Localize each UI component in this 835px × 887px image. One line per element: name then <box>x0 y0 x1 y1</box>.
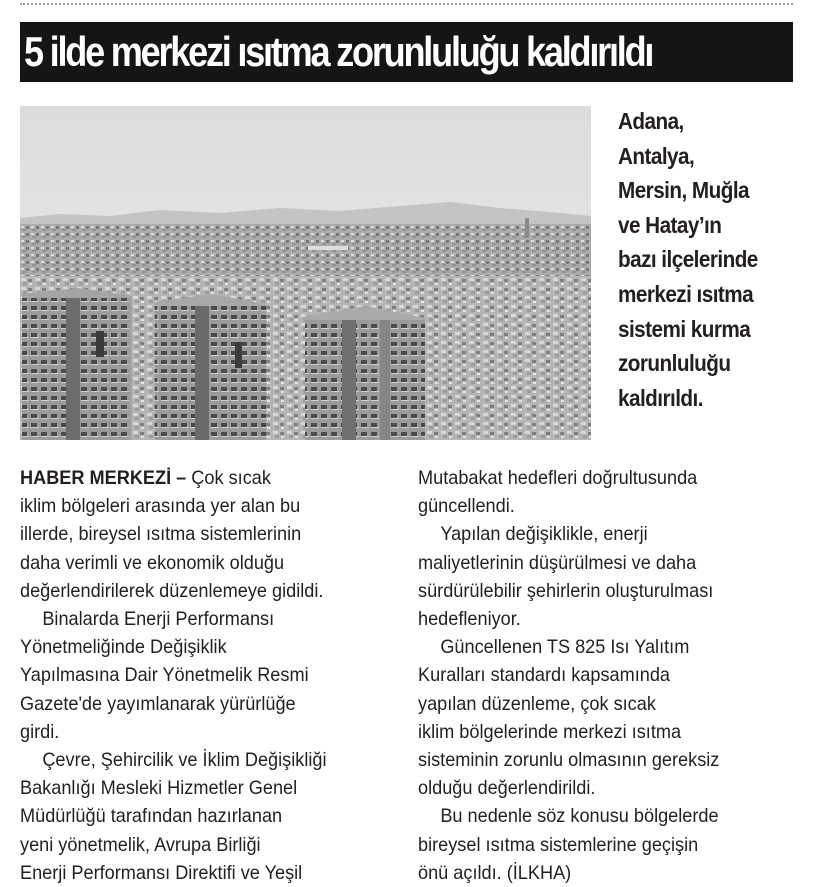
body-column-left <box>20 464 400 887</box>
article-headline: 5 ilde merkezi ısıtma zorunluluğu kaldırıldı <box>24 28 653 75</box>
body-line: Yapılan değişiklikle, enerji <box>440 523 648 546</box>
body-line: yapılan düzenleme, çok sıcak <box>418 692 656 715</box>
body-line: daha verimli ve ekonomik olduğu <box>20 551 285 574</box>
summary-line: sistemi kurma <box>618 315 751 342</box>
summary-line: Adana, <box>618 108 684 134</box>
body-text: Çok sıcak <box>186 467 271 489</box>
body-line: Enerji Performansı Direktifi ve Yeşil <box>20 861 303 884</box>
body-line: olduğu değerlendirildi. <box>418 777 596 800</box>
summary-line: Mersin, Muğla <box>618 177 750 204</box>
body-line: yeni yönetmelik, Avrupa Birliği <box>20 833 261 856</box>
headline-bar <box>20 22 793 82</box>
summary-line: kaldırıldı. <box>618 384 703 411</box>
body-line: Gazete'de yayımlanarak yürürlüğe <box>20 692 296 715</box>
summary-line: zorunluluğu <box>618 350 731 377</box>
body-column-right <box>418 464 798 887</box>
body-line: illerde, bireysel ısıtma sistemlerinin <box>20 523 302 546</box>
body-line: Binalarda Enerji Performansı <box>42 608 275 631</box>
body-line: iklim bölgelerinde merkezi ısıtma <box>418 720 682 743</box>
summary-line: Antalya, <box>618 142 695 169</box>
body-line: Yönetmeliğinde Değişiklik <box>20 636 227 659</box>
body-line: bireysel ısıtma sistemlerine geçişin <box>418 833 699 856</box>
body-line: önü açıldı. (İLKHA) <box>418 861 572 884</box>
body-line: maliyetlerinin düşürülmesi ve daha <box>418 551 697 574</box>
body-line: hedefleniyor. <box>418 608 521 631</box>
body-line: değerlendirilerek düzenlemeye gidildi. <box>20 579 324 602</box>
summary-line: merkezi ısıtma <box>618 280 754 307</box>
body-line: Yapılmasına Dair Yönetmelik Resmi <box>20 664 309 687</box>
byline: HABER MERKEZİ – <box>20 467 187 489</box>
body-line: sisteminin zorunlu olmasının gereksiz <box>418 749 720 772</box>
body-line: iklim bölgeleri arasında yer alan bu <box>20 495 301 518</box>
body-line: Çevre, Şehircilik ve İklim Değişikliği <box>42 749 327 772</box>
summary-line: ve Hatay’ın <box>618 211 722 238</box>
body-line: Bakanlığı Mesleki Hizmetler Genel <box>20 777 298 800</box>
top-dotted-rule <box>20 3 793 5</box>
body-line: Müdürlüğü tarafından hazırlanan <box>20 805 283 828</box>
summary-line: bazı ilçelerinde <box>618 246 758 273</box>
body-line: sürdürülebilir şehirlerin oluşturulması <box>418 579 714 602</box>
body-line: Güncellenen TS 825 Isı Yalıtım <box>440 636 690 659</box>
body-line: güncellendi. <box>418 495 515 518</box>
body-line: Kuralları standardı kapsamında <box>418 664 671 687</box>
body-line: Mutabakat hedefleri doğrultusunda <box>418 467 698 489</box>
article-summary <box>618 104 818 415</box>
body-line: Bu nedenle söz konusu bölgelerde <box>440 805 719 828</box>
body-line: girdi. <box>20 720 60 743</box>
body-line <box>20 464 373 492</box>
article-photo <box>20 106 591 440</box>
